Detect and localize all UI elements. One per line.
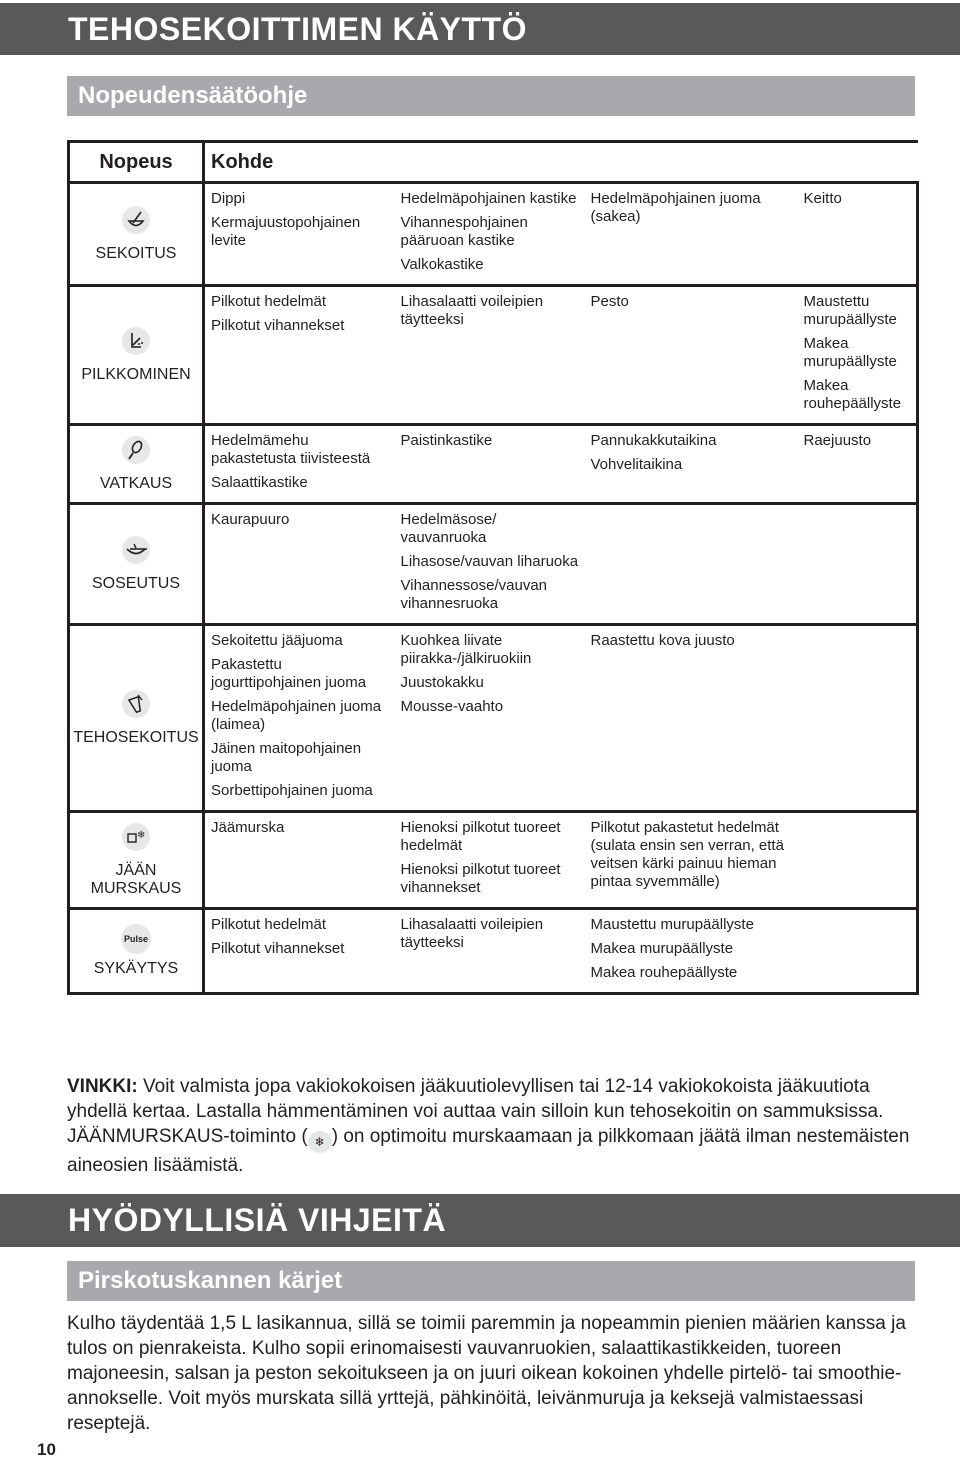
food-item: Salaattikastike [211,474,308,491]
page-title: TEHOSEKOITTIMEN KÄYTTÖ [68,11,527,47]
food-item: Pannukakkutaikina [590,432,717,449]
speed-label: VATKAUS [99,474,173,492]
food-cell [585,504,798,625]
food-cell [395,183,585,286]
speed-label: SYKÄYTYS [93,960,179,977]
food-item: Jäinen maitopohjainen juoma [211,740,362,775]
speed-guide-table [67,140,919,995]
food-item: Makea murupäällyste [803,335,897,370]
food-cell [395,504,585,625]
page-number: 10 [37,1440,56,1459]
speed-cell [69,812,204,909]
food-item: Vohvelitaikina [590,456,683,473]
food-cell [395,625,585,812]
liquefy-icon [122,690,150,718]
speed-label: TEHOSEKOITUS [73,728,199,746]
speed-cell [69,286,204,425]
food-item: Maustettu murupäällyste [590,916,754,933]
food-cell [585,183,798,286]
section-header-bowl [67,1261,915,1301]
food-item: Sekoitettu jääjuoma [211,632,343,649]
food-item: Sorbettipohjainen juoma [211,782,373,799]
food-cell [395,909,585,994]
speed-label: SOSEUTUS [91,574,180,592]
food-item: Pilkotut pakastetut hedelmät (sulata ensin sen verran, että veitsen kärki painuu hieman pintaa syvemmälle) [590,819,784,890]
food-item: Pilkotut vihannekset [211,317,345,334]
table-row [69,812,918,909]
table-row [69,504,918,625]
food-item: Raastettu kova juusto [590,632,735,649]
speed-cell [69,183,204,286]
table-body [69,183,918,994]
section-title: Nopeudensäätöohje [78,82,308,109]
food-cell [585,425,798,504]
header-bar-tips [0,1194,960,1247]
food-item: Mousse-vaahto [400,698,504,715]
food-item: Paistinkastike [400,432,493,449]
table-row [69,286,918,425]
food-item: Hienoksi pilkotut tuoreet hedelmät [400,819,561,854]
col-header-speed: Nopeus [69,142,204,183]
food-cell [395,286,585,425]
ice-crush-icon [122,823,150,851]
food-cell [395,812,585,909]
food-cell [204,625,395,812]
header-bar [0,3,960,55]
food-cell [395,425,585,504]
puree-icon [122,536,150,564]
stir-icon [122,206,150,234]
speed-cell [69,909,204,994]
food-cell [585,625,798,812]
food-cell [798,909,918,994]
page-title-tips: HYÖDYLLISIÄ VIHJEITÄ [68,1202,447,1238]
whisk-icon [122,436,150,464]
food-cell [798,812,918,909]
speed-label: JÄÄN MURSKAUS [90,861,182,897]
food-cell [585,286,798,425]
food-cell [204,425,395,504]
table-row [69,909,918,994]
speed-cell [69,504,204,625]
food-item: Pilkotut vihannekset [211,940,345,957]
food-cell [585,909,798,994]
food-cell [204,909,395,994]
food-cell [798,183,918,286]
tip-label: VINKKI: [67,1076,138,1097]
speed-cell [69,425,204,504]
food-item: Hienoksi pilkotut tuoreet vihannekset [400,861,561,896]
food-item: Lihasalaatti voileipien täytteeksi [400,916,544,951]
tip-paragraph [67,1074,927,1178]
table-row [69,425,918,504]
food-item: Pakastettu jogurttipohjainen juoma [211,656,367,691]
food-item: Pesto [590,293,629,310]
speed-label: PILKKOMINEN [81,365,191,383]
food-item: Vihannessose/vauvan vihannesruoka [400,577,547,612]
food-item: Kermajuustopohjainen levite [211,214,361,249]
food-cell [798,425,918,504]
food-item: Pilkotut hedelmät [211,916,327,933]
svg-text:❄: ❄ [137,829,146,841]
table-header-row [69,142,918,183]
table-row [69,183,918,286]
food-item: Makea murupäällyste [590,940,734,957]
food-item: Keitto [803,190,842,207]
food-item: Valkokastike [400,256,484,273]
food-item: Dippi [211,190,246,207]
food-cell [585,812,798,909]
speed-label: SEKOITUS [95,244,177,262]
food-item: Kaurapuuro [211,511,290,528]
food-item: Maustettu murupäällyste [803,293,897,328]
food-item: Hedelmäsose/ vauvanruoka [400,511,497,546]
food-item: Lihasose/vauvan liharuoka [400,553,579,570]
food-item: Juustokakku [400,674,484,691]
bowl-paragraph: Kulho täydentää 1,5 L lasikannua, sillä se toimii paremmin ja nopeammin pienien määrien kanssa ja tulos on pienrakeista. Kulho sopii erinomaisesti vauvanruokien, salaattikastikkeiden, tuoreen majoneesin, salsan ja peston sekoitukseen ja on juuri oikean kokoinen yhdelle pirtelö- tai smoothie-annokselle. Voit myös murskata sillä yrttejä, pähkinöitä, leivänmuruja ja keksejä valmistaessasi reseptejä. [67,1313,906,1434]
section-title: Pirskotuskannen kärjet [78,1267,343,1294]
food-item: Hedelmäpohjainen juoma (sakea) [590,190,761,225]
food-cell [798,286,918,425]
food-cell [204,183,395,286]
food-item: Jäämurska [211,819,285,836]
pulse-icon: Pulse [121,924,151,954]
tip-text-after: ) on optimoitu murskaamaan ja pilkkomaan jäätä ilman nestemäisten aineosien lisäämistä. [67,1126,910,1176]
food-cell [204,812,395,909]
tip-text-before: Voit valmista jopa vakiokokoisen jääkuutiolevyllisen tai 12-14 vakiokokoista jääkuutiota yhdellä kertaa. Lastalla hämmentäminen voi auttaa vain silloin kun tehosekoitin on sammuksissa. JÄÄNMURSKAUS-toiminto ( [67,1076,884,1147]
speed-cell [69,625,204,812]
food-item: Hedelmäpohjainen juoma (laimea) [211,698,382,733]
chop-icon [122,327,150,355]
col-header-target: Kohde [204,142,918,183]
food-item: Vihannespohjainen pääruoan kastike [400,214,528,249]
food-item: Hedelmäpohjainen kastike [400,190,577,207]
section-header-speed-guide [67,76,915,116]
food-item: Lihasalaatti voileipien täytteeksi [400,293,544,328]
food-item: Raejuusto [803,432,872,449]
food-item: Kuohkea liivate piirakka-/jälkiruokiin [400,632,532,667]
food-cell [204,504,395,625]
food-item: Hedelmämehu pakastetusta tiivisteestä [211,432,371,467]
food-item: Makea rouhepäällyste [803,377,902,412]
table-row [69,625,918,812]
food-cell [798,504,918,625]
food-cell [204,286,395,425]
ice-crush-icon: ❄ [308,1131,332,1153]
food-item: Makea rouhepäällyste [590,964,738,981]
food-cell [798,625,918,812]
food-item: Pilkotut hedelmät [211,293,327,310]
